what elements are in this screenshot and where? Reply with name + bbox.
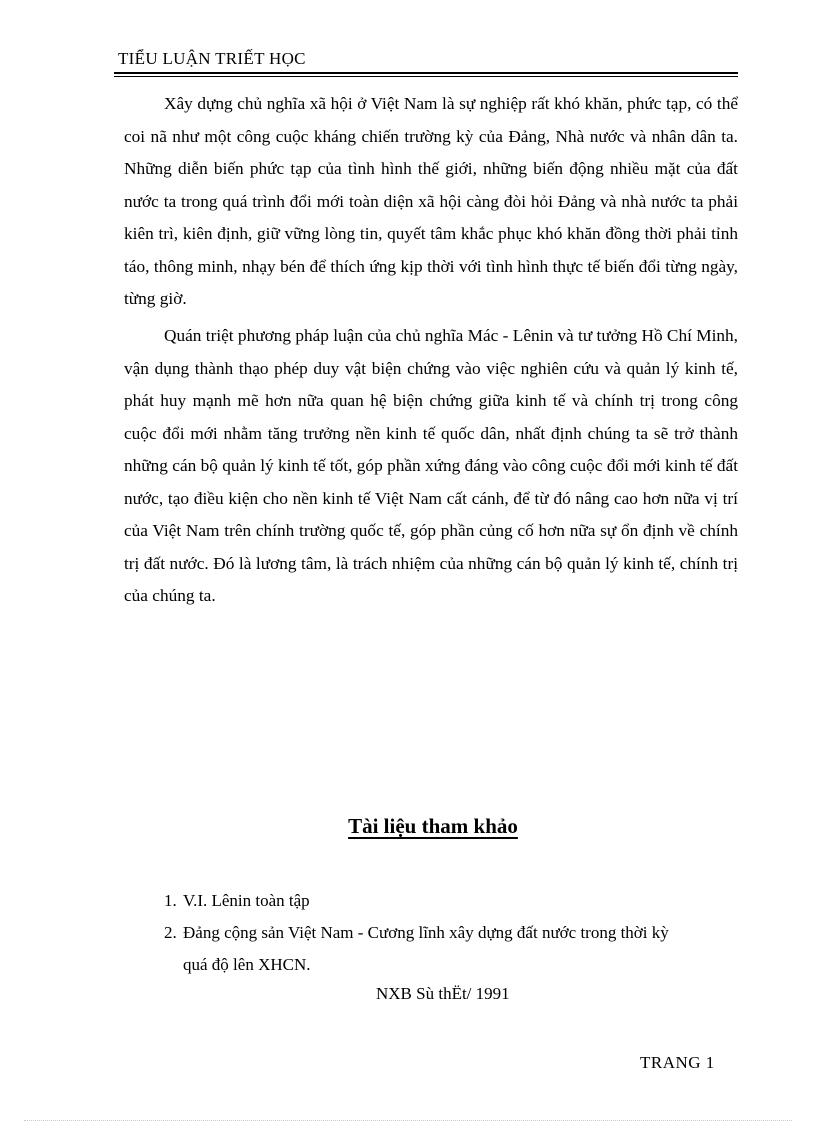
reference-text: V.I. Lênin toàn tập — [183, 891, 310, 910]
body-paragraph-1: Xây dựng chủ nghĩa xã hội ở Việt Nam là sự nghiệp rất khó khăn, phức tạp, có thể coi nã như một công cuộc kháng chiến trường kỳ của Đảng, Nhà nước và nhân dân ta. Những diễn biến phức tạp của tình hình thế giới, những biến động nhiều mặt của đất nước ta trong quá trình đổi mới toàn diện xã hội càng đòi hỏi Đảng và nhà nước ta phải kiên trì, kiên định, giữ vững lòng tin, quyết tâm khắc phục khó khăn đồng thời phải tỉnh táo, thông minh, nhạy bén để thích ứng kịp thời với tình hình thực tế biến đổi từng ngày, từng giờ. — [124, 94, 738, 308]
reference-item-2 — [164, 917, 744, 981]
page-number: TRANG 1 — [640, 1053, 715, 1072]
reference-number: 1. — [164, 891, 177, 910]
header-rule-thin — [114, 76, 738, 77]
reference-item-1 — [164, 885, 310, 917]
body-paragraph-2: Quán triệt phương pháp luận của chủ nghĩa Mác - Lênin và tư tưởng Hồ Chí Minh, vận dụng thành thạo phép duy vật biện chứng vào việc nghiên cứu và quản lý kinh tế, phát huy mạnh mẽ hơn nữa quan hệ biện chứng giữa kinh tế và chính trị trong công cuộc đổi mới nhằm tăng trưởng nền kinh tế quốc dân, nhất định chúng ta sẽ trở thành những cán bộ quản lý kinh tế tốt, góp phần xứng đáng vào công cuộc đổi mới kinh tế đất nước, tạo điều kiện cho nền kinh tế Việt Nam cất cánh, để từ đó nâng cao hơn nữa vị trí của Việt Nam trên chính trường quốc tế, góp phần củng cố hơn nữa sự ổn định về chính trị đất nước. Đó là lương tâm, là trách nhiệm của những cán bộ quản lý kinh tế, chính trị của chúng ta. — [124, 326, 738, 605]
reference-text-continuation: quá độ lên XHCN. — [183, 955, 311, 974]
header-title: TIỂU LUẬN TRIẾT HỌC — [118, 49, 306, 68]
references-heading — [0, 814, 816, 839]
page-bottom-border — [24, 1120, 792, 1121]
reference-number: 2. — [164, 923, 177, 942]
publisher-line: NXB Sù thËt/ 1991 — [376, 984, 510, 1003]
references-heading-text: Tài liệu tham khảo — [348, 814, 518, 838]
header-rule — [114, 72, 738, 74]
reference-text: Đảng cộng sản Việt Nam - Cương lĩnh xây dựng đất nước trong thời kỳ — [183, 923, 669, 942]
